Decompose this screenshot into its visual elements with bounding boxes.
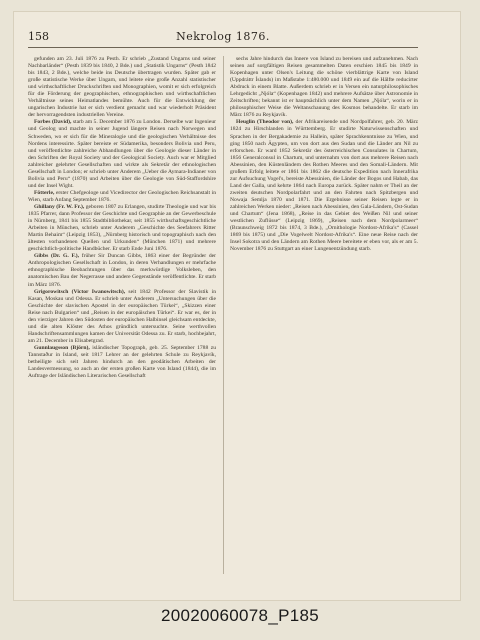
- entry-paragraph: [230, 119, 418, 253]
- entry-name: Heuglin (Theodor von),: [236, 119, 294, 126]
- entry-name: Ghillany (Fr. W. Fr.),: [34, 203, 85, 210]
- entry-text: geboren 1807 zu Erlangen, studirte Theologie und war bis 1835 Pfarrer, dann Professor der Geschichte und Geographie an der Gewerbeschule in Nürnberg, 1841 bis 1855 Stadtbibliothekar, seit 1855 wirthschaftsgeschichtliche Arbeiten in München, schrieb unter Anderem „Geschichte des Seefahrers Ritter Martin Behaim“ (Leipzig 1853), „Nürnberg historisch und topographisch nach den ältesten vorhandenen Quellen und Urkunden“ (München 1871) und mehrere geschichtlich-politische Handbücher. Er starb Ende Juni 1876.: [28, 203, 216, 253]
- entry-name: Grigorowitsch (Victor Iwanowitsch),: [34, 288, 126, 295]
- entry-name: Fötterle,: [34, 189, 55, 196]
- entry-paragraph: [28, 289, 216, 345]
- entry-paragraph: [28, 190, 216, 204]
- entry-paragraph: [28, 345, 216, 380]
- header-rule: [28, 47, 418, 48]
- entry-name: Forbes (David),: [34, 119, 72, 126]
- page-header: [28, 30, 418, 48]
- entry-name: Gibbs (Dr. G. F.),: [34, 253, 80, 260]
- entry-paragraph: [230, 56, 418, 119]
- entry-text: sechs Jahre hindurch das Innere von Island zu bereisen und aufzunehmen. Nach seinen auf sorgfältigen Reisen gesammelten Daten erschien 1845 bis 1849 in Kopenhagen unter Olsen's Leitung die schöne vierblättrige Karte von Island (Uppdráttr Íslands) im Maßstabe 1:480.000 und 1849 ein auf die Hälfte reducirter Abdruck in einem Blatte. Außerdem schrieb er in Versen ein naturphilosophisches Lehrgedicht „Njóla“ (Kopenhagen 1842) und mehrere Aufsätze über Astronomie in Zeitschriften; bekannt ist er hauptsächlich unter dem Namen „Njóla“, worin er in philosophischer Weise die Weltanschauung des Kosmos behandelte. Er starb im März 1876 zu Reykjavík.: [230, 56, 418, 119]
- entry-text: erster Chefgeologe und Vicedirector der Geologischen Reichsanstalt in Wien, starb Anfang September 1876.: [28, 189, 216, 203]
- entry-text: starb am 5. December 1876 zu London. Derselbe war Ingenieur und Geolog und machte in seiner Jugend längere Reisen nach Norwegen und Schweden, wo er sich für die Mineralogie und die geologischen Verhältnisse des Nordens interessirte. Später bereiste er Südamerika, besonders Bolivia und Peru, und veröffentlichte zahlreiche Abhandlungen über die Geologie dieser Länder in den Schriften der Royal Society und der Geological Society. Auch war er Mitglied zahlreicher gelehrter Gesellschaften und wirkte als Sekretär der ethnologischen Gesellschaft in London; er schrieb unter Anderem „Ueber die Aymara-Indianer von Bolivia und Peru“ (1870) und Arbeiten über die Geologie von Süd-Staffordshire und der Insel Wight.: [28, 119, 216, 189]
- left-column: [28, 56, 216, 576]
- page-number: 158: [28, 30, 49, 43]
- scan-identifier: 20020060078_P185: [161, 606, 319, 625]
- entry-paragraph: [28, 253, 216, 288]
- entry-paragraph: [28, 56, 216, 119]
- entry-name: Gunnlaugsson (Björn),: [34, 344, 90, 351]
- entry-text: isländischer Topograph, geb. 25. September 1788 zu Tannstaður in Island, seit 1817 Lehrer an der gelehrten Schule zu Reykjavík, betheiligte sich seit Jahren hindurch an den geodätischen Arbeiten der Landesvermessung, so auch an der ersten großen Karte von Island (1844), die im Auftrage der Isländischen Literarischen Gesellschaft: [28, 344, 216, 380]
- entry-paragraph: [28, 204, 216, 253]
- entry-paragraph: [28, 119, 216, 189]
- entry-text: der Afrikareisende und Nordpolfahrer, geb. 20. März 1824 zu Hirschlanden in Württemberg. Er studirte Naturwissenschaften und Sprachen in der Bergakademie zu Hallein, später Sprachkenntnisse zu Wien, und ging 1850 nach Ägypten, um von dort aus den Sudan und die Länder am Nil zu erforschen. Er ward 1852 Sekretär des österreichischen Consulates in Chartum, 1856 Generalconsul in Chartum, und unternahm von dort aus mehrere Reisen nach Abessinien, den Küstenländern des Rothen Meeres und den Somali-Ländern. Mit großem Erfolg leitete er 1861 bis 1862 die deutsche Expedition nach Innerafrika zur Aufsuchung Vogel's, bereiste Abessinien, die Länder der Bogos und Habab, das Land der Galla, und kehrte 1864 nach Europa zurück. Später nahm er Theil an der zweiten deutschen Nordpolarfahrt und an den Fahrten nach Spitzbergen und Nowaja Semlja 1870 und 1871. Die Ergebnisse seiner Reisen legte er in zahlreichen Werken nieder: „Reisen nach Abessinien, den Gala-Ländern, Ost-Sudan und Chartum“ (Jena 1868), „Reise in das Gebiet des Weißen Nil und seiner westlichen Zuflüsse“ (Leipzig 1869), „Reisen nach dem Nordpolarmeer“ (Braunschweig 1872 bis 1874, 3 Bde.), „Ornithologie Nordost-Afrika's“ (Cassel 1869 bis 1875) und „Die Vogelwelt Nordost-Afrika's“. Eine neue Reise nach der Insel Sokotra und den Ländern am Rothen Meere bereitete er eben vor, als er am 5. November 1876 zu Stuttgart an einer Lungenentzündung starb.: [230, 119, 418, 253]
- column-divider: [223, 56, 224, 574]
- entry-text: seit 1842 Professor der Slavistik in Kasan, Moskau und Odessa. Er schrieb unter Anderem „Untersuchungen über die Geschichte der slavischen Apostel in der europäischen Türkei“, „Skizzen einer Reise nach Bulgarien“ und „Reisen in der europäischen Türkei“. Er war es, der in den vierziger Jahren den Südosten der europäischen Halbinsel gleichsam entdeckte, und die alten Klöster des Athos gründlich untersuchte. Seine werthvollen Handschriftensammlungen kamen der Universität Odessa zu. Er starb, hochbejahrt, am 21. December in Elisabetgrad.: [28, 288, 216, 344]
- right-column: [230, 56, 418, 576]
- running-title: Nekrolog 1876.: [176, 30, 270, 43]
- entry-text: früher Sir Duncan Gibbs, 1863 einer der Begründer der Anthropologischen Gesellschaft in London, in deren Verhandlungen er mehrfache ethnographische Beobachtungen über das merkwürdige Volksleben, den anatomischen Bau der Negerrasse und andere Gegenstände veröffentlichte. Er starb im März 1876.: [28, 253, 216, 288]
- entry-text: gefunden am 23. Juli 1876 zu Pesth. Er schrieb „Zustand Ungarns und seiner Nachbarländer“ (Pesth 1839 bis 1840, 2 Bde.) und „Statistik Ungarns“ (Pesth 1842 bis 1843, 2 Bde.), welche beide ins Deutsche übertragen wurden. Später gab er große statistische Werke über Ungarn, und leitete eine große Anzahl statistischer und wirthschaftlicher Druckschriften und Monographien, womit er sich erfolgreich für die Förderung der geographischen, ethnographischen und wirthschaftlichen Verhältnisse seines Heimatlandes bemühte. Auch für die Entwicklung der ungarischen Industrie hat er sich verdient gemacht und war wiederholt Präsident der hervorragendsten industriellen Vereine.: [28, 56, 216, 119]
